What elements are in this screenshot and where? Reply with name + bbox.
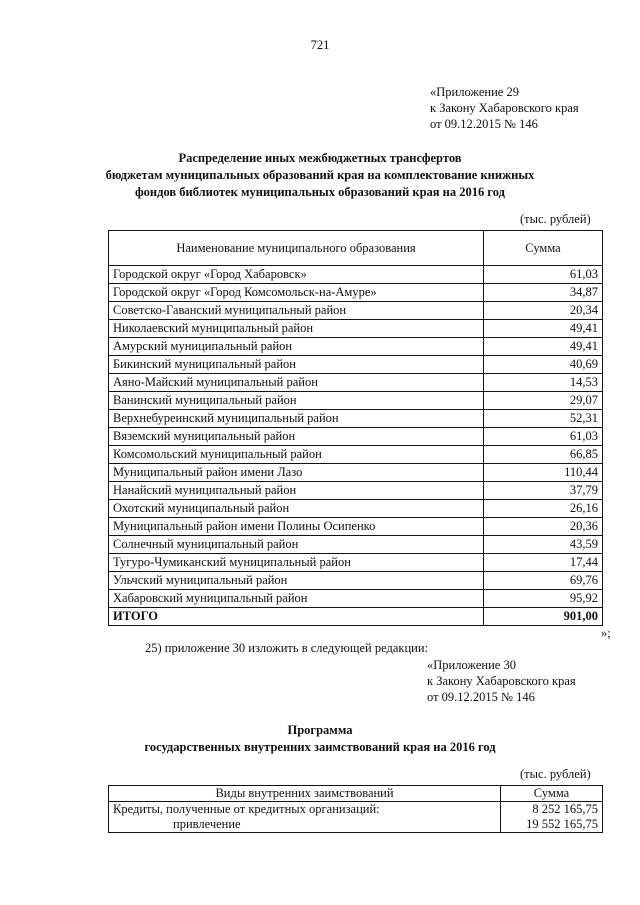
- table1-title-line-1: Распределение иных межбюджетных трансфертов: [178, 151, 462, 165]
- table-header-row: [109, 231, 603, 266]
- table1-units: (тыс. рублей): [520, 212, 591, 226]
- municipality-name-cell: Амурский муниципальный район: [109, 338, 484, 356]
- sum-cell: 17,44: [484, 554, 603, 572]
- borrowing-sum-cell: [501, 802, 603, 833]
- table-row: [109, 446, 603, 464]
- municipality-name-cell: Муниципальный район имени Полины Осипенко: [109, 518, 484, 536]
- borrowing-type-line-2: привлечение: [173, 817, 241, 831]
- municipality-name-cell: Ванинский муниципальный район: [109, 392, 484, 410]
- sum-cell: 29,07: [484, 392, 603, 410]
- municipality-name-cell: Городской округ «Город Хабаровск»: [109, 266, 484, 284]
- table-row: [109, 374, 603, 392]
- table-row: [109, 482, 603, 500]
- total-value: 901,00: [484, 608, 603, 626]
- total-row: [109, 608, 603, 626]
- municipality-name-cell: Аяно-Майский муниципальный район: [109, 374, 484, 392]
- municipality-name-cell: Городской округ «Город Комсомольск-на-Амуре»: [109, 284, 484, 302]
- header-sum: Сумма: [501, 786, 603, 802]
- municipality-name-cell: Муниципальный район имени Лазо: [109, 464, 484, 482]
- table-row: [109, 590, 603, 608]
- municipality-name-cell: Тугуро-Чумиканский муниципальный район: [109, 554, 484, 572]
- sum-cell: 66,85: [484, 446, 603, 464]
- sum-cell: 52,31: [484, 410, 603, 428]
- sum-cell: 61,03: [484, 428, 603, 446]
- header-municipality: Наименование муниципального образования: [109, 231, 484, 266]
- table-row: [109, 428, 603, 446]
- municipality-name-cell: Комсомольский муниципальный район: [109, 446, 484, 464]
- table1-title: [0, 150, 640, 201]
- municipality-name-cell: Ульчский муниципальный район: [109, 572, 484, 590]
- municipality-name-cell: Верхнебуреинский муниципальный район: [109, 410, 484, 428]
- table-row: [109, 554, 603, 572]
- borrowings-table: [108, 785, 603, 833]
- sum-cell: 49,41: [484, 338, 603, 356]
- page-number: 721: [310, 38, 330, 52]
- annex-30-line-3: от 09.12.2015 № 146: [427, 690, 535, 704]
- sum-cell: 20,36: [484, 518, 603, 536]
- sum-cell: 14,53: [484, 374, 603, 392]
- table-row: [109, 284, 603, 302]
- annex-30-header: [427, 657, 576, 705]
- sum-cell: 37,79: [484, 482, 603, 500]
- table-row: [109, 338, 603, 356]
- annex-29-line-1: «Приложение 29: [430, 85, 519, 99]
- table-row: [109, 356, 603, 374]
- municipality-name-cell: Солнечный муниципальный район: [109, 536, 484, 554]
- total-label: ИТОГО: [109, 608, 484, 626]
- table2-units: (тыс. рублей): [520, 767, 591, 781]
- table-row: [109, 572, 603, 590]
- borrowing-sum-line-2: 19 552 165,75: [526, 817, 598, 831]
- municipality-name-cell: Охотский муниципальный район: [109, 500, 484, 518]
- municipality-name-cell: Вяземский муниципальный район: [109, 428, 484, 446]
- transfers-table: [108, 230, 603, 626]
- table-row: [109, 518, 603, 536]
- table-row: [109, 802, 603, 833]
- municipality-name-cell: Хабаровский муниципальный район: [109, 590, 484, 608]
- municipality-name-cell: Советско-Гаванский муниципальный район: [109, 302, 484, 320]
- table-row: [109, 320, 603, 338]
- borrowing-type-cell: [109, 802, 501, 833]
- sum-cell: 69,76: [484, 572, 603, 590]
- borrowing-type-line-1: Кредиты, полученные от кредитных организаций:: [113, 802, 380, 816]
- table2-title: [0, 722, 640, 756]
- header-borrowing-type: Виды внутренних заимствований: [109, 786, 501, 802]
- table2-header-row: [109, 786, 603, 802]
- header-sum: Сумма: [484, 231, 603, 266]
- municipality-name-cell: Николаевский муниципальный район: [109, 320, 484, 338]
- table-row: [109, 464, 603, 482]
- sum-cell: 95,92: [484, 590, 603, 608]
- table-row: [109, 536, 603, 554]
- annex-29-header: [430, 84, 579, 132]
- annex-30-line-2: к Закону Хабаровского края: [427, 674, 576, 688]
- table2-title-line-1: Программа: [287, 723, 353, 737]
- table-row: [109, 500, 603, 518]
- borrowing-sum-line-1: 8 252 165,75: [532, 802, 598, 816]
- sum-cell: 110,44: [484, 464, 603, 482]
- table2-title-line-2: государственных внутренних заимствований края на 2016 год: [144, 740, 496, 754]
- sum-cell: 40,69: [484, 356, 603, 374]
- municipality-name-cell: Нанайский муниципальный район: [109, 482, 484, 500]
- annex-29-line-3: от 09.12.2015 № 146: [430, 117, 538, 131]
- table-row: [109, 302, 603, 320]
- table1-title-line-3: фондов библиотек муниципальных образований края на 2016 год: [135, 185, 505, 199]
- municipality-name-cell: Бикинский муниципальный район: [109, 356, 484, 374]
- closing-quote: »;: [601, 626, 611, 640]
- sum-cell: 26,16: [484, 500, 603, 518]
- annex-30-line-1: «Приложение 30: [427, 658, 516, 672]
- sum-cell: 61,03: [484, 266, 603, 284]
- table1-title-line-2: бюджетам муниципальных образований края на комплектование книжных: [105, 168, 535, 182]
- sum-cell: 43,59: [484, 536, 603, 554]
- paragraph-25: 25) приложение 30 изложить в следующей редакции:: [145, 641, 428, 655]
- sum-cell: 20,34: [484, 302, 603, 320]
- sum-cell: 34,87: [484, 284, 603, 302]
- table-row: [109, 266, 603, 284]
- sum-cell: 49,41: [484, 320, 603, 338]
- annex-29-line-2: к Закону Хабаровского края: [430, 101, 579, 115]
- table-row: [109, 410, 603, 428]
- table-row: [109, 392, 603, 410]
